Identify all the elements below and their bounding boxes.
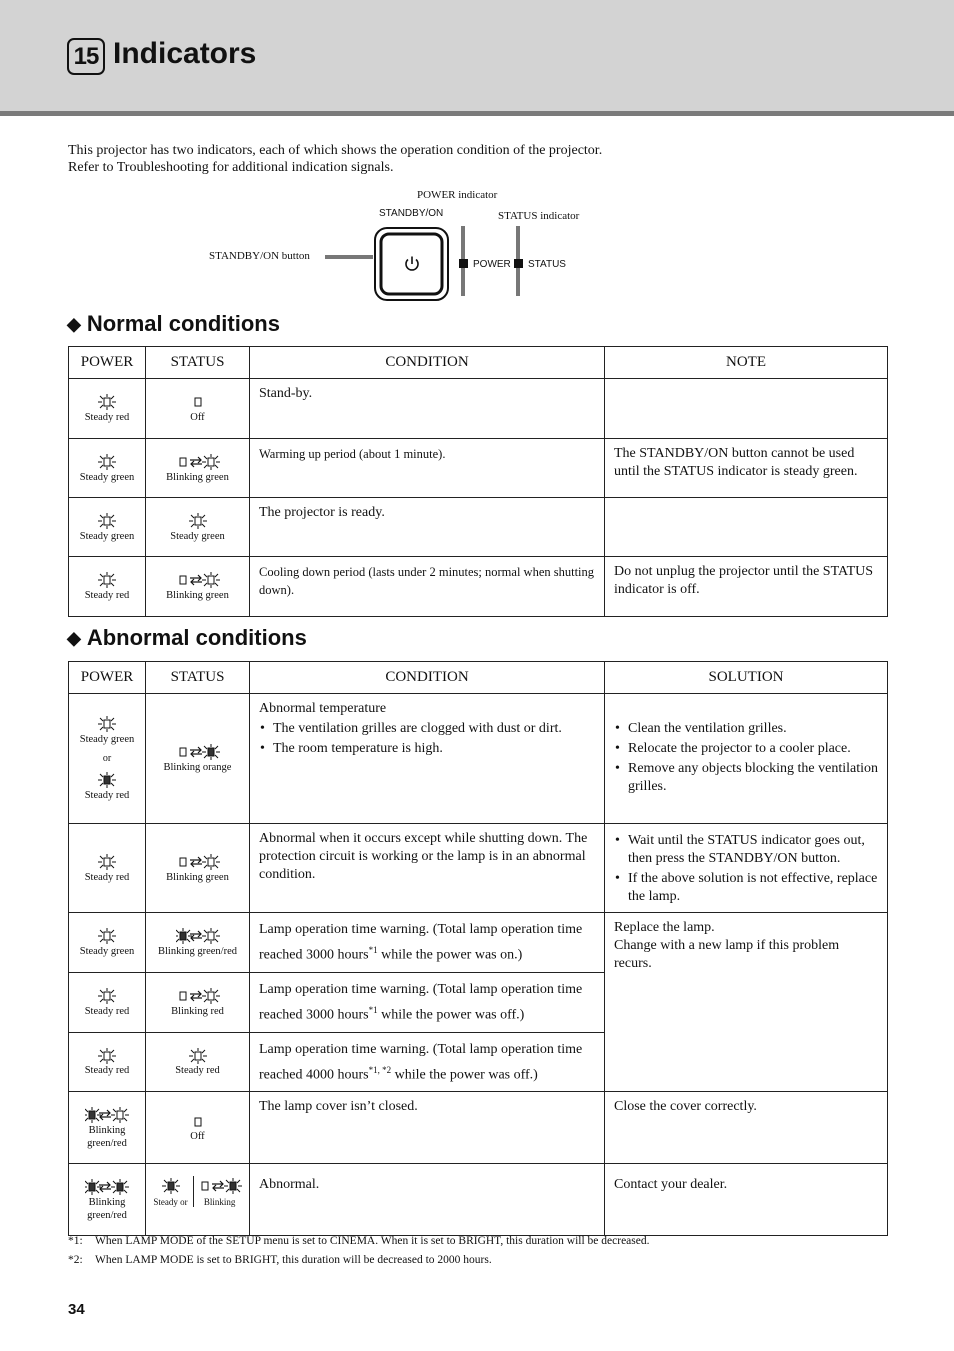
list-item: • Clean the ventilation grilles. bbox=[614, 720, 878, 738]
or-text: or bbox=[180, 1197, 188, 1208]
footnote-mark: *1: bbox=[68, 1235, 83, 1247]
power-cell bbox=[69, 694, 146, 824]
or-text: or bbox=[102, 753, 112, 764]
note-cell bbox=[605, 379, 888, 439]
power-cell bbox=[69, 439, 146, 498]
power-state: Steady red bbox=[84, 1005, 130, 1017]
indicator-lit-icon bbox=[96, 394, 118, 410]
power-cell bbox=[69, 1032, 146, 1092]
status-cell bbox=[146, 913, 250, 973]
footnote-ref: *1 bbox=[368, 1005, 378, 1015]
solution-cell bbox=[605, 694, 888, 824]
normal-conditions-table bbox=[68, 346, 888, 617]
power-state: Steady green bbox=[79, 734, 135, 745]
status-cell bbox=[146, 557, 250, 617]
indicator-lit-icon bbox=[96, 454, 118, 470]
standby-on-label: STANDBY/ON bbox=[379, 208, 444, 219]
status-state: Steady green bbox=[170, 530, 225, 542]
list-item: • If the above solution is not effective, replace the lamp. bbox=[614, 870, 878, 906]
steady-caption: Steady bbox=[153, 1197, 178, 1208]
status-indicator-label: STATUS indicator bbox=[498, 210, 580, 222]
power-cell bbox=[69, 913, 146, 973]
power-state: Steady red bbox=[84, 1065, 130, 1077]
table-header-row bbox=[69, 347, 888, 379]
status-state: Blinking green bbox=[166, 590, 229, 601]
status-state: Off bbox=[190, 412, 205, 423]
normal-conditions-title: Normal conditions bbox=[86, 311, 280, 336]
condition-cell: Warming up period (about 1 minute). bbox=[250, 439, 605, 498]
list-item: • Remove any objects blocking the ventilation grilles. bbox=[614, 760, 878, 796]
condition-text: while the power was off.) bbox=[391, 1067, 538, 1083]
power-state: Blinking green/red bbox=[87, 1196, 127, 1221]
solution-line: Replace the lamp. bbox=[614, 920, 715, 935]
list-item: • Wait until the STATUS indicator goes out, then press the STANDBY/ON button. bbox=[614, 832, 878, 868]
status-cell bbox=[146, 439, 250, 498]
status-cell bbox=[146, 379, 250, 439]
power-state: Steady red bbox=[84, 412, 130, 423]
blinking-caption: Blinking bbox=[203, 1197, 236, 1208]
condition-cell: Abnormal when it occurs except while shutting down. The protection circuit is working or the lamp is in an abnormal condition. bbox=[250, 824, 605, 913]
intro-line: Refer to Troubleshooting for additional indication signals. bbox=[68, 160, 394, 175]
footnote bbox=[68, 1251, 649, 1270]
indicator-alternating-icon bbox=[85, 1179, 129, 1195]
status-cell bbox=[146, 1164, 250, 1236]
indicator-off-icon bbox=[187, 394, 209, 410]
indicator-lit-dark-icon bbox=[160, 1178, 182, 1194]
footnote-ref: *1 bbox=[368, 945, 378, 955]
footnote bbox=[68, 1232, 649, 1251]
indicator-lit-icon bbox=[187, 1048, 209, 1064]
solution-list bbox=[614, 720, 878, 796]
indicator-lit-icon bbox=[96, 513, 118, 529]
indicator-blinking-icon bbox=[176, 988, 220, 1004]
condition-cell bbox=[250, 1032, 605, 1092]
status-state: Steady red bbox=[175, 1065, 220, 1077]
diamond-icon: ◆ bbox=[67, 314, 81, 334]
status-state: Blinking orange bbox=[163, 762, 232, 773]
indicator-blinking-icon bbox=[176, 454, 220, 470]
column-header: NOTE bbox=[605, 347, 888, 379]
power-symbol-icon bbox=[403, 255, 421, 273]
list-item: • The ventilation grilles are clogged with dust or dirt. bbox=[259, 720, 595, 738]
condition-cell bbox=[250, 973, 605, 1033]
page-number: 34 bbox=[68, 1301, 85, 1318]
condition-cell: The lamp cover isn’t closed. bbox=[250, 1092, 605, 1164]
indicator-lit-icon bbox=[96, 716, 118, 732]
indicator-blinking-icon bbox=[176, 854, 220, 870]
status-state: Blinking green bbox=[166, 871, 229, 883]
condition-cell: Abnormal. bbox=[250, 1164, 605, 1236]
condition-title: Abnormal temperature bbox=[259, 701, 387, 716]
indicator-lit-icon bbox=[96, 572, 118, 588]
power-state: Steady red bbox=[84, 590, 130, 601]
table-row bbox=[69, 1164, 888, 1236]
solution-list bbox=[614, 832, 878, 906]
power-mark-label: POWER bbox=[473, 259, 511, 270]
status-mark-label: STATUS bbox=[528, 259, 566, 270]
condition-list bbox=[259, 720, 595, 758]
indicator-lit-icon bbox=[96, 854, 118, 870]
status-options bbox=[148, 1176, 247, 1207]
footnote-ref: *1, *2 bbox=[368, 1064, 392, 1075]
power-cell bbox=[69, 1164, 146, 1236]
indicator-off-icon bbox=[187, 1114, 209, 1130]
indicator-blinking-icon bbox=[176, 572, 220, 588]
indicator-lit-icon bbox=[96, 928, 118, 944]
standby-on-button-label: STANDBY/ON button bbox=[209, 250, 310, 262]
indicator-lit-dark-icon bbox=[96, 772, 118, 788]
column-header: POWER bbox=[69, 347, 146, 379]
intro-line: This projector has two indicators, each of which shows the operation condition of the projector. bbox=[68, 143, 603, 158]
column-header: CONDITION bbox=[250, 347, 605, 379]
power-cell bbox=[69, 973, 146, 1033]
column-header: STATUS bbox=[146, 662, 250, 694]
column-header: CONDITION bbox=[250, 662, 605, 694]
power-cell bbox=[69, 557, 146, 617]
footnotes bbox=[68, 1232, 649, 1270]
table-header-row bbox=[69, 662, 888, 694]
indicator-blinking-icon bbox=[198, 1178, 242, 1194]
condition-cell: Stand-by. bbox=[250, 379, 605, 439]
power-state: Steady red bbox=[84, 871, 130, 883]
indicator-blinking-icon bbox=[176, 744, 220, 760]
table-row bbox=[69, 824, 888, 913]
power-state: Steady green bbox=[79, 530, 135, 542]
footnote-mark: *2: bbox=[68, 1254, 83, 1266]
indicator-lit-icon bbox=[187, 513, 209, 529]
condition-text: while the power was off.) bbox=[377, 1007, 525, 1023]
power-state: Blinking green/red bbox=[87, 1124, 127, 1149]
power-state: Steady green bbox=[79, 471, 135, 483]
indicator-alternating-icon bbox=[176, 928, 220, 944]
indicator-diagram bbox=[0, 180, 954, 310]
column-header: STATUS bbox=[146, 347, 250, 379]
table-row bbox=[69, 557, 888, 617]
status-cell bbox=[146, 1032, 250, 1092]
table-row bbox=[69, 694, 888, 824]
condition-cell bbox=[250, 913, 605, 973]
power-state: Steady green bbox=[79, 946, 135, 957]
steady-or-caption bbox=[153, 1197, 187, 1207]
power-cell bbox=[69, 498, 146, 557]
condition-cell: The projector is ready. bbox=[250, 498, 605, 557]
solution-cell bbox=[605, 824, 888, 913]
chapter-number: 15 bbox=[67, 38, 105, 75]
power-cell bbox=[69, 379, 146, 439]
table-row bbox=[69, 439, 888, 498]
solution-line: Change with a new lamp if this problem recurs. bbox=[614, 938, 840, 971]
list-item: • Relocate the projector to a cooler place. bbox=[614, 740, 878, 758]
status-state: Blinking green/red bbox=[157, 946, 238, 957]
normal-conditions-heading bbox=[67, 310, 280, 339]
solution-cell: Close the cover correctly. bbox=[605, 1092, 888, 1164]
status-cell bbox=[146, 824, 250, 913]
table-row bbox=[69, 379, 888, 439]
table-row bbox=[69, 498, 888, 557]
status-cell bbox=[146, 498, 250, 557]
status-state: Off bbox=[190, 1131, 205, 1143]
power-state: Steady red bbox=[84, 790, 130, 801]
condition-text: Lamp operation time warning. (Total lamp operation time reached 4000 hours bbox=[259, 1041, 583, 1083]
note-cell: Do not unplug the projector until the STATUS indicator is off. bbox=[605, 557, 888, 617]
abnormal-conditions-table bbox=[68, 661, 888, 1236]
solution-cell bbox=[605, 913, 888, 1092]
power-cell bbox=[69, 824, 146, 913]
power-cell bbox=[69, 1092, 146, 1164]
table-row bbox=[69, 1092, 888, 1164]
power-indicator-label: POWER indicator bbox=[417, 189, 498, 201]
note-cell bbox=[605, 498, 888, 557]
table-row bbox=[69, 913, 888, 973]
abnormal-conditions-heading bbox=[67, 624, 307, 653]
solution-cell: Contact your dealer. bbox=[605, 1164, 888, 1236]
status-cell bbox=[146, 973, 250, 1033]
indicator-alternating-icon bbox=[85, 1107, 129, 1123]
condition-text: Lamp operation time warning. (Total lamp operation time reached 3000 hours bbox=[259, 982, 583, 1023]
status-option-blinking bbox=[198, 1176, 242, 1207]
condition-text: while the power was on.) bbox=[377, 947, 523, 963]
status-cell bbox=[146, 694, 250, 824]
condition-text: Lamp operation time warning. (Total lamp operation time reached 3000 hours bbox=[259, 922, 583, 963]
condition-cell: Cooling down period (lasts under 2 minutes; normal when shutting down). bbox=[250, 557, 605, 617]
status-option-steady bbox=[153, 1176, 193, 1207]
condition-cell bbox=[250, 694, 605, 824]
status-state: Blinking red bbox=[171, 1005, 224, 1017]
abnormal-conditions-title: Abnormal conditions bbox=[86, 625, 307, 650]
status-cell bbox=[146, 1092, 250, 1164]
column-header: POWER bbox=[69, 662, 146, 694]
footnote-text: When LAMP MODE of the SETUP menu is set to CINEMA. When it is set to BRIGHT, this duration will be decreased. bbox=[95, 1235, 650, 1247]
header-rule bbox=[0, 111, 954, 116]
indicator-lit-icon bbox=[96, 1048, 118, 1064]
column-header: SOLUTION bbox=[605, 662, 888, 694]
diamond-icon: ◆ bbox=[67, 628, 81, 648]
footnote-text: When LAMP MODE is set to BRIGHT, this duration will be decreased to 2000 hours. bbox=[95, 1254, 492, 1266]
intro-text bbox=[68, 142, 602, 176]
note-cell: The STANDBY/ON button cannot be used until the STATUS indicator is steady green. bbox=[605, 439, 888, 498]
status-state: Blinking green bbox=[166, 471, 229, 483]
indicator-lit-icon bbox=[96, 988, 118, 1004]
list-item: • The room temperature is high. bbox=[259, 740, 595, 758]
page-title: Indicators bbox=[113, 37, 257, 70]
